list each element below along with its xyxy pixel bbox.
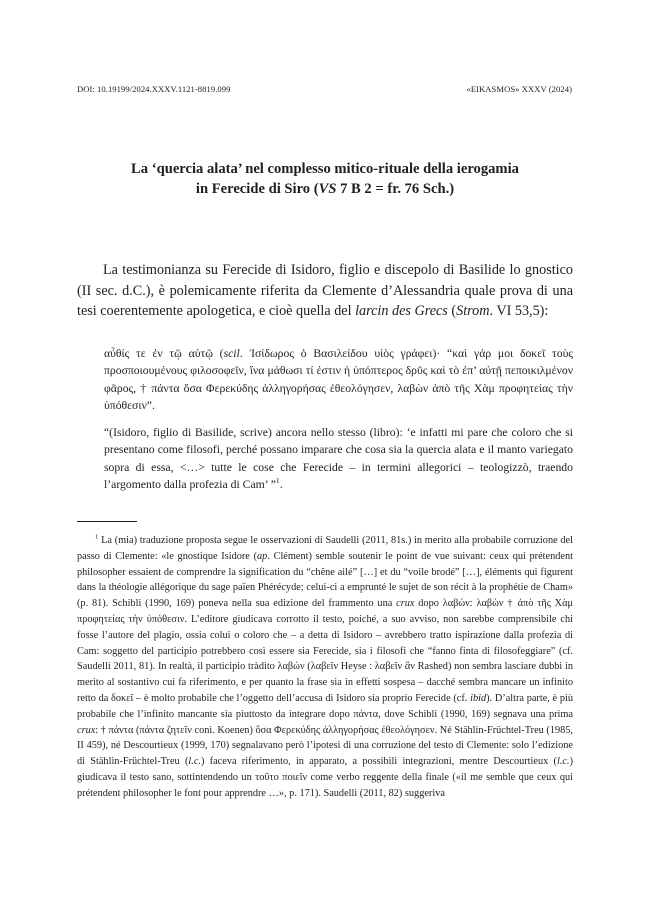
title-line-2: in Ferecide di Siro (VS 7 B 2 = fr. 76 Sch.) xyxy=(195,181,455,197)
greek-quotation: αὖθίς τε ἐν τῷ αὐτῷ (scil. Ἰσίδωρος ὁ Βασιλείδου υἱὸς γράφει)· “καὶ γάρ μοι δοκεῖ τοὺς προσποιουμένους φιλοσοφεῖν, ἵνα μάθωσι τί ἐστιν ἡ ὑπόπτερος δρῦς καὶ τὸ ἐπ’ αὐτῇ πεποικιλμένον φᾶρος, † πάντα ὅσα Φερεκύδης ἀλληγορήσας ἐθεολόγησεν, λαβὼν ἀπὸ τῆς Χὰμ προφητείας τὴν ὑπόθεσιν”. xyxy=(104,347,573,413)
italian-translation: “(Isidoro, figlio di Basilide, scrive) ancora nello stesso (libro): ‘e infatti mi pare che coloro che si presentano come filosofi, perché possano imparare che cosa sia la quercia alata e il manto variegato sopra di essa, <…> tutte le cose che Ferecide – in termini allegorici – teologizzò, traendo l’argomento dalla profezia di Cam’ ”$^1$. xyxy=(104,426,573,492)
intro-paragraph: La testimonianza su Ferecide di Isidoro, figlio e discepolo di Basilide lo gnostico (II sec. d.C.), è polemicamente riferita da Clemente d’Alessandria quale prova di una tesi coerentemente apologetica, e cioè quella del larcin des Grecs (Strom. VI 53,5): xyxy=(77,262,573,319)
footnote-number: 1 xyxy=(95,533,99,541)
journal-header: «EIKASMOS» XXXV (2024) xyxy=(466,84,572,94)
doi-header: DOI: 10.19199/2024.XXXV.1121-8819.099 xyxy=(77,84,231,94)
footnote-ref[interactable]: 1 xyxy=(275,476,280,486)
footnote-1: $^1$ La (mia) traduzione proposta segue le osservazioni di Saudelli (2011, 81s.) in merito alla probabile corruzione del passo di Clemente: «le gnostique Isidore (ap. Clément) semble soutenir le point de vue suivant: ceux qui prétendent philosopher essaient de comprendre la signification du “chêne ailé” […] et du “voile brodé” […], éléments qui figurent dans la théologie allégorique du sage païen Phérécyde; celui-ci a emprunté le sujet de son récit à la prophétie de Cham» (p. 81). Schibli (1990, 169) poneva nella sua edizione del frammento una crux dopo λαβών: λαβὼν † ἀπὸ τῆς Χὰμ προφητείας τὴν ὑπόθεσιν. L’editore giudicava corrotto il testo, poiché, a suo avviso, non sarebbe comprensibile chi fosse l’autore del plagio, ossia colui o coloro che – a detta di Isidoro – avrebbero tratto ispirazione dalla profezia di Cam: soggetto del participio potrebbero così essere sia Ferecide, sia i filosofi che “fanno finta di filosofeggiare” (cf. Saudelli 2011, 81). In realtà, il participio tràdito λαβών (λαβεῖν Heyse : λαβεῖν ἂν Rashed) non sembra lasciare dubbi in merito al sostantivo cui fa riferimento, e per quanto la frase sia in effetti sospesa – dacché sembra mancare un infinito retto da δοκεῖ – è molto probabile che l’oggetto dell’accusa di Isidoro sia proprio Ferecide (cf. ibid). D’altra parte, è più probabile che l’infinito mancante sia piuttosto da integrare dopo πάντα, dove Schibli (1990, 169) segnava una prima crux: † πάντα (πάντα ζητεῖν coni. Koenen) ὅσα Φερεκύδης ἀλληγορήσας ἐθεολόγησεν. Né Stählin-Früchtel-Treu (1985, II 459), né Descourtieux (1999, 170) segnalavano però l’ipotesi di una corruzione del testo di Clemente: solo l’edizione di Stählin-Früchtel-Treu (l.c.) faceva riferimento, in apparato, a possibili integrazioni, mentre Descourtieux (l.c.) giudicava il testo sano, sottintendendo un τοῦτο ποιεῖν come verbo reggente della finale («il me semble que ceux qui prétendent philosopher le font pour apprendre …», p. 171). Saudelli (2011, 82) suggeriva xyxy=(77,533,574,799)
footnote-divider xyxy=(77,521,137,522)
article-title xyxy=(60,159,590,199)
title-line-1: La ‘quercia alata’ nel complesso mitico-rituale della ierogamia xyxy=(131,161,519,177)
